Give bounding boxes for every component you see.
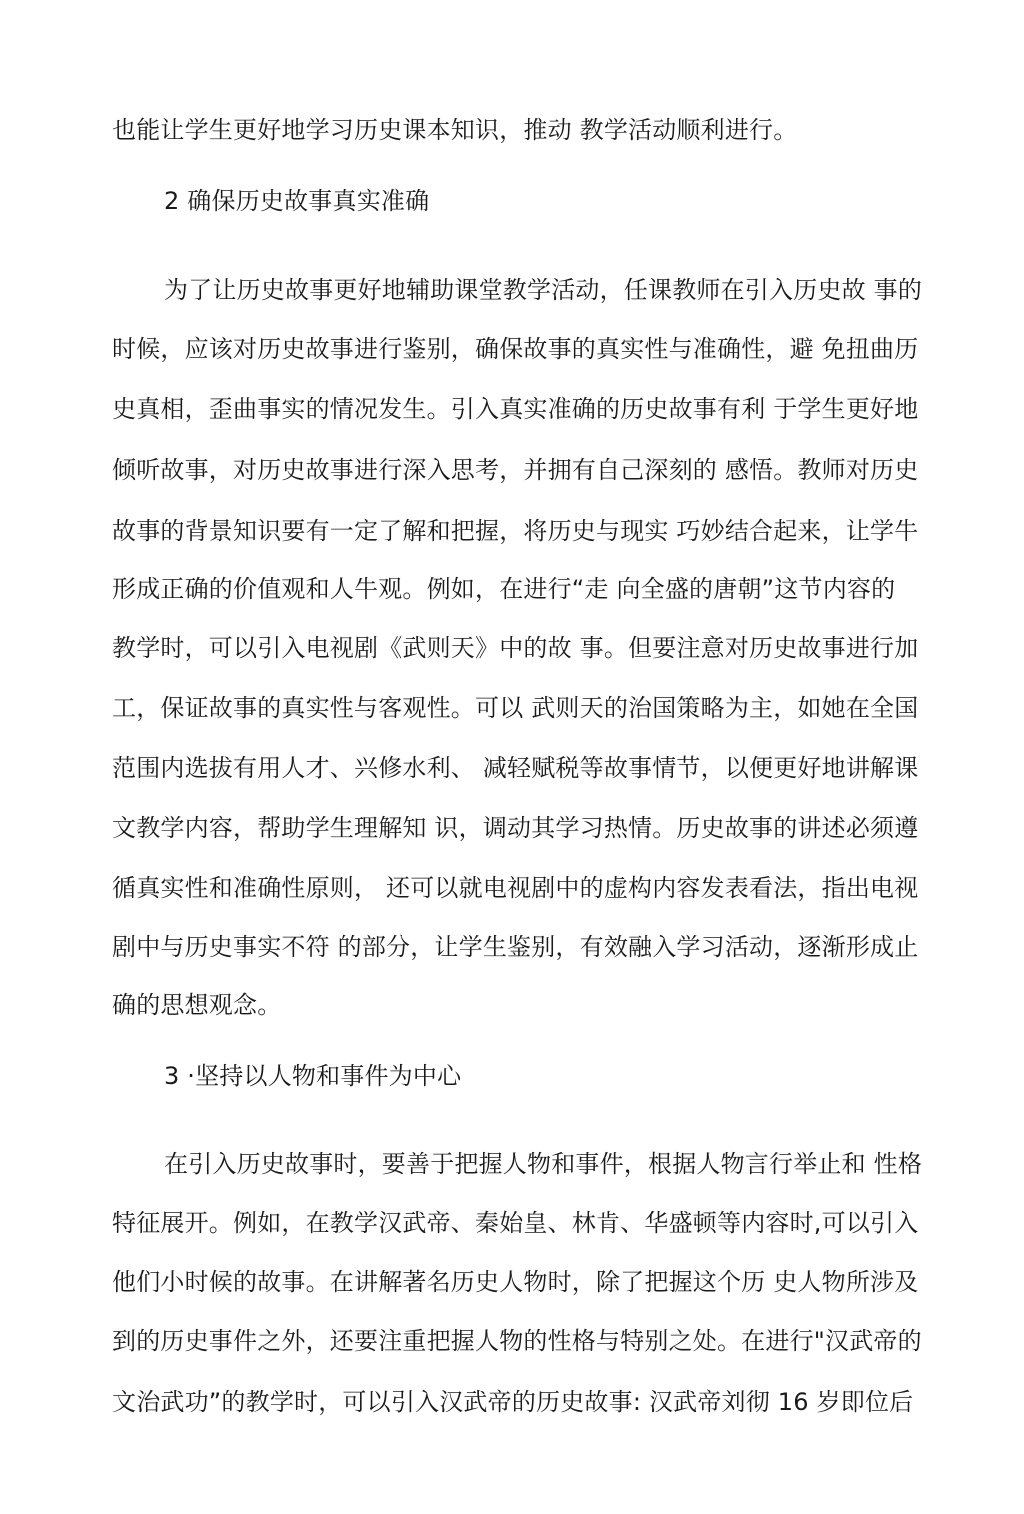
paragraph-line: 故事的背景知识要有一定了解和把握，将历史与现实 巧妙结合起来，让学牛: [112, 517, 919, 545]
section-heading: 3 ·坚持以人物和事件为中心: [164, 1062, 462, 1090]
section-heading: 2 确保历史故事真实准确: [164, 187, 430, 215]
paragraph-line: 为了让历史故事更好地辅助课堂教学活动，任课教师在引入历史故 事的: [164, 276, 922, 304]
paragraph-line: 循真实性和准确性原则， 还可以就电视剧中的虚构内容发表看法，指出电视: [112, 874, 919, 902]
paragraph-line: 特征展开。例如，在教学汉武帝、秦始皇、林肯、华盛顿等内容时,可以引入: [112, 1209, 919, 1237]
paragraph-line: 他们小时候的故事。在讲解著名历史人物时，除了把握这个历 史人物所涉及: [112, 1268, 919, 1296]
paragraph-line: 教学时，可以引入电视剧《武则天》中的故 事。但要注意对历史故事进行加: [112, 634, 919, 662]
paragraph-line: 在引入历史故事时，要善于把握人物和事件，根据人物言行举止和 性格: [164, 1150, 922, 1178]
paragraph-line: 范围内选拔有用人才、兴修水利、 减轻赋税等故事情节，以便更好地讲解课: [112, 754, 919, 782]
paragraph-line: 也能让学生更好地学习历史课本知识，推动 教学活动顺利进行。: [112, 116, 798, 144]
paragraph-line: 史真相，歪曲事实的情况发生。引入真实准确的历史故事有利 于学生更好地: [112, 395, 919, 423]
paragraph-line: 剧中与历史事实不符 的部分，让学生鉴别，有效融入学习活动，逐渐形成止: [112, 933, 919, 961]
paragraph-line: 确的思想观念。: [112, 991, 282, 1019]
paragraph-line: 到的历史事件之外，还要注重把握人物的性格与特别之处。在进行"汉武帝的: [112, 1327, 922, 1355]
paragraph-line: 文治武功”的教学时，可以引入汉武帝的历史故事: 汉武帝刘彻 16 岁即位后: [112, 1388, 914, 1416]
paragraph-line: 文教学内容，帮助学生理解知 识，调动其学习热情。历史故事的讲述必须遵: [112, 814, 919, 842]
paragraph-line: 形成正确的价值观和人牛观。例如，在进行“走 向全盛的唐朝”这节内容的: [112, 575, 896, 603]
paragraph-line: 工，保证故事的真实性与客观性。可以 武则天的治国策略为主，如她在全国: [112, 694, 919, 722]
paragraph-line: 倾听故事，对历史故事进行深入思考，并拥有自己深刻的 感悟。教师对历史: [112, 456, 919, 484]
paragraph-line: 时候，应该对历史故事进行鉴别，确保故事的真实性与准确性，避 免扭曲历: [112, 335, 919, 363]
